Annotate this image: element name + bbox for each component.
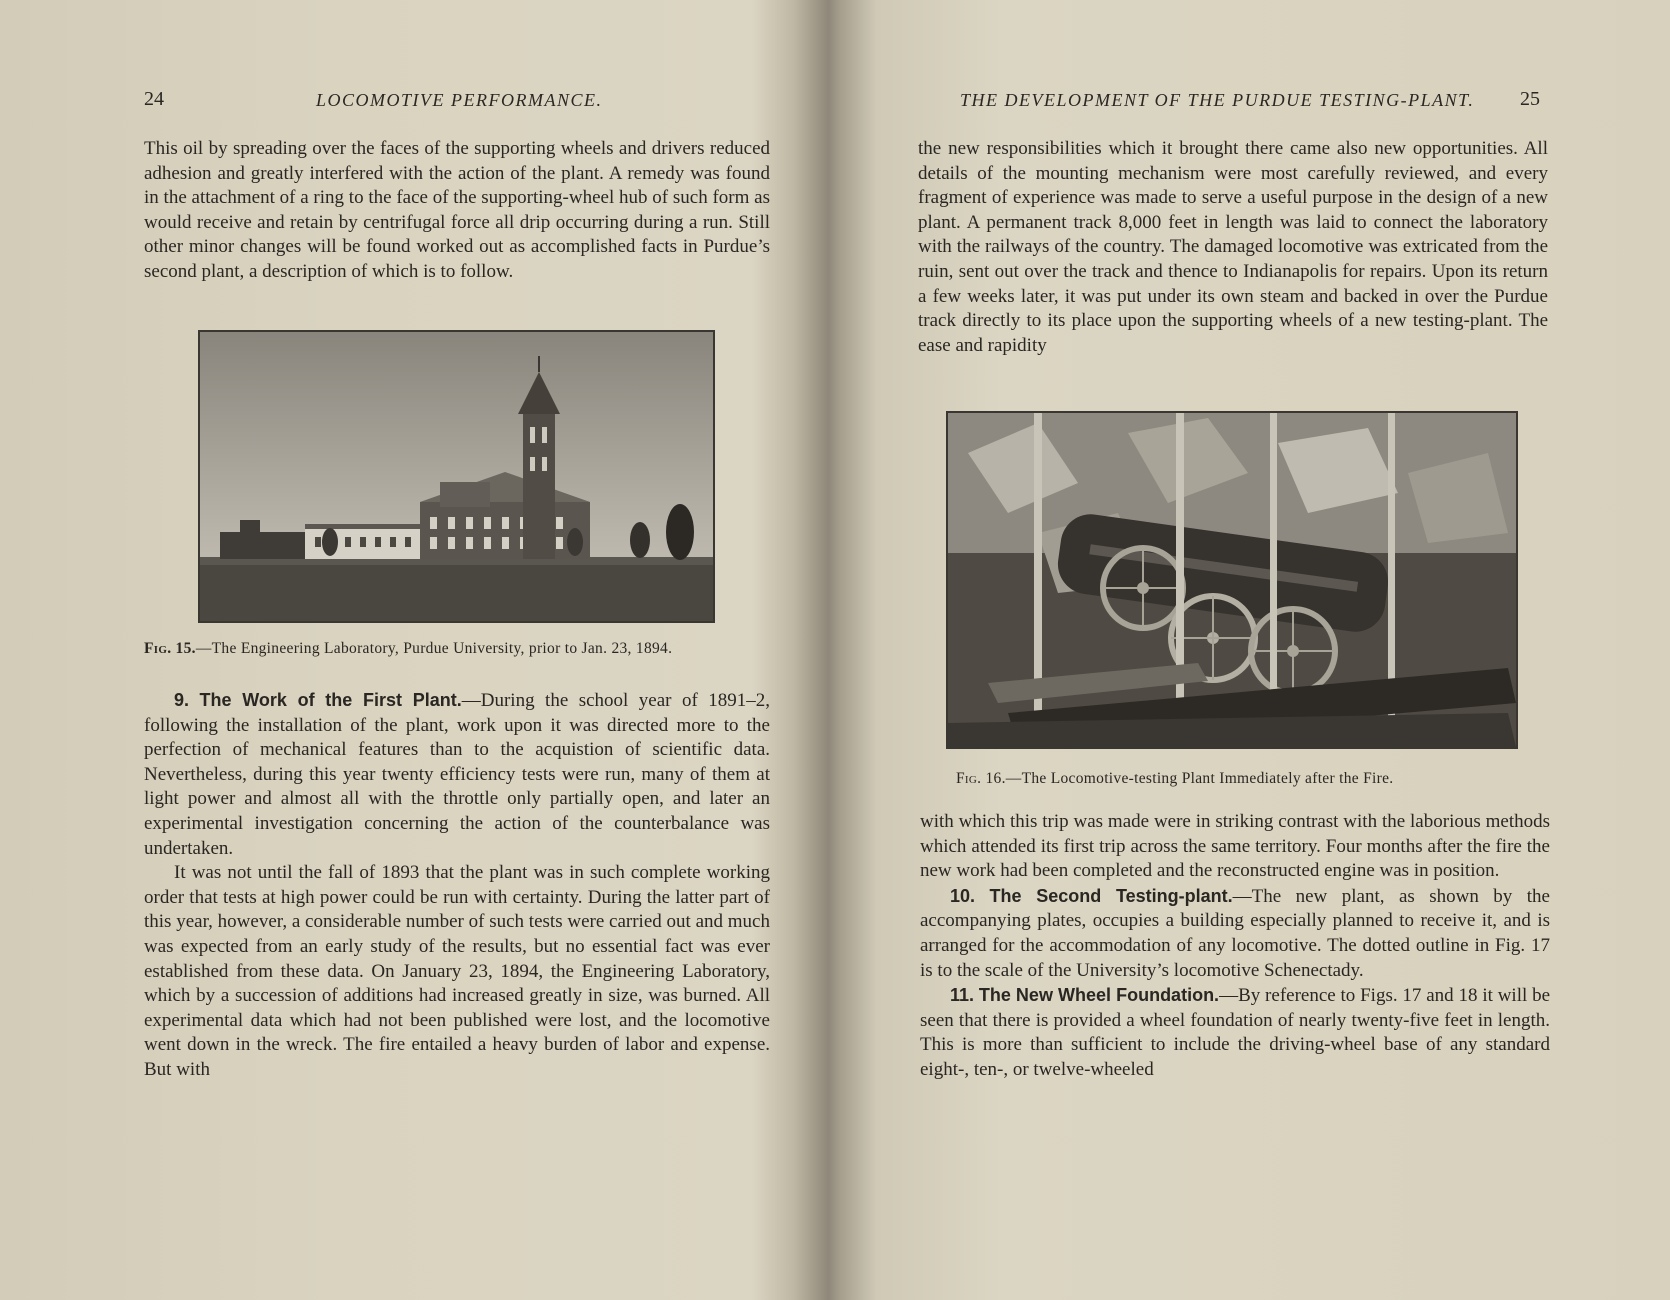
engineering-laboratory-photo: [198, 330, 715, 623]
figure-caption-text: —The Locomotive-testing Plant Immediately after the Fire.: [1005, 770, 1394, 787]
paragraph-text: the new responsibilities which it brought there came also new opportunities. All details of the mounting mechanism were most carefully reviewed, and every fragment of experience was made to serve a useful purpose in the design of a new plant. A permanent track 8,000 feet in length was laid to connect the laboratory with the railways of the country. The damaged locomotive was extricated from the ruin, sent out over the track and thence to Indianapolis for repairs. Upon its return a few weeks later, it was put under its own steam and backed in over the Purdue track directly to its place upon the supporting wheels of a new testing-plant. The ease and rapidity: [918, 138, 1548, 356]
running-head: THE DEVELOPMENT OF THE PURDUE TESTING-PLANT.: [960, 90, 1475, 110]
section-number: 9.: [174, 690, 190, 710]
figure-label: Fig. 15.: [144, 640, 196, 657]
figure-caption-text: —The Engineering Laboratory, Purdue University, prior to Jan. 23, 1894.: [195, 640, 673, 657]
section-9: [144, 688, 770, 1083]
paragraph-text: This oil by spreading over the faces of the supporting wheels and drivers reduced adhesion and greatly interfered with the action of the plant. A remedy was found in the attachment of a ring to the face of the supporting-wheel hub of such form as would receive and retain by centrifugal force all drip occurring during a run. Still other minor changes will be found worked out as accomplished facts in Purdue’s second plant, a description of which is to follow.: [144, 138, 770, 282]
paragraph-text: with which this trip was made were in striking contrast with the laborious methods which attended its first trip across the same territory. Four months after the fire the new work had been completed and the reconstructed engine was in position.: [920, 811, 1550, 882]
section-heading: The Second Testing-plant.: [989, 885, 1233, 906]
section-heading: The New Wheel Foundation.: [978, 985, 1220, 1006]
section-paragraph: [144, 688, 770, 861]
section-number: 11.: [950, 985, 975, 1006]
section-text: —By reference to Figs. 17 and 18 it will be seen that there is provided a wheel foundation of nearly twenty-five feet in length. This is more than sufficient to include the driving-wheel base of any standard eight-, ten-, or twelve-wheeled: [920, 985, 1550, 1080]
section-heading: The Work of the First Plant.: [199, 690, 462, 710]
right-page: [840, 0, 1670, 1300]
page-number: 24: [144, 88, 164, 110]
paragraph: [918, 137, 1548, 358]
figure-caption: [956, 770, 1393, 788]
testing-plant-fire-photo: [946, 411, 1518, 749]
figure-caption: [144, 640, 672, 658]
continuation-and-sections: [920, 810, 1550, 1083]
figure-label: Fig. 16.: [956, 770, 1006, 787]
running-head: LOCOMOTIVE PERFORMANCE.: [316, 90, 603, 110]
paragraph-text: It was not until the fall of 1893 that the plant was in such complete working order that tests at high power could be run with certainty. During the latter part of this year, however, a considerable number of such tests were carried out and much was expected from an early study of the results, but no essential fact was ever established from these data. On January 23, 1894, the Engineering Laboratory, which by a succession of additions had increased greatly in size, was burned. All experimental data which had not been published were lost, and the locomotive went down in the wreck. The fire entailed a heavy burden of labor and expense. But with: [144, 862, 770, 1080]
section-text: —During the school year of 1891–2, following the installation of the plant, work upon it was directed more to the perfection of mechanical features than to the acquistion of scientific data. Nevertheless, during this year twenty efficiency tests were run, many of them at light power and almost all with the throttle only partially open, and later an experimental investigation concerning the action of the counterbalance was undertaken.: [144, 690, 770, 859]
paragraph: [144, 137, 770, 285]
section-text: —The new plant, as shown by the accompanying plates, occupies a building especially planned to receive it, and is arranged for the accommodation of any locomotive. The dotted outline in Fig. 17 is to the scale of the University’s locomotive Schenectady.: [920, 885, 1550, 981]
section-number: 10.: [950, 885, 976, 906]
section-11: [920, 983, 1550, 1082]
section-10: [920, 884, 1550, 983]
page-number: 25: [1520, 88, 1540, 110]
left-page: [0, 0, 820, 1300]
